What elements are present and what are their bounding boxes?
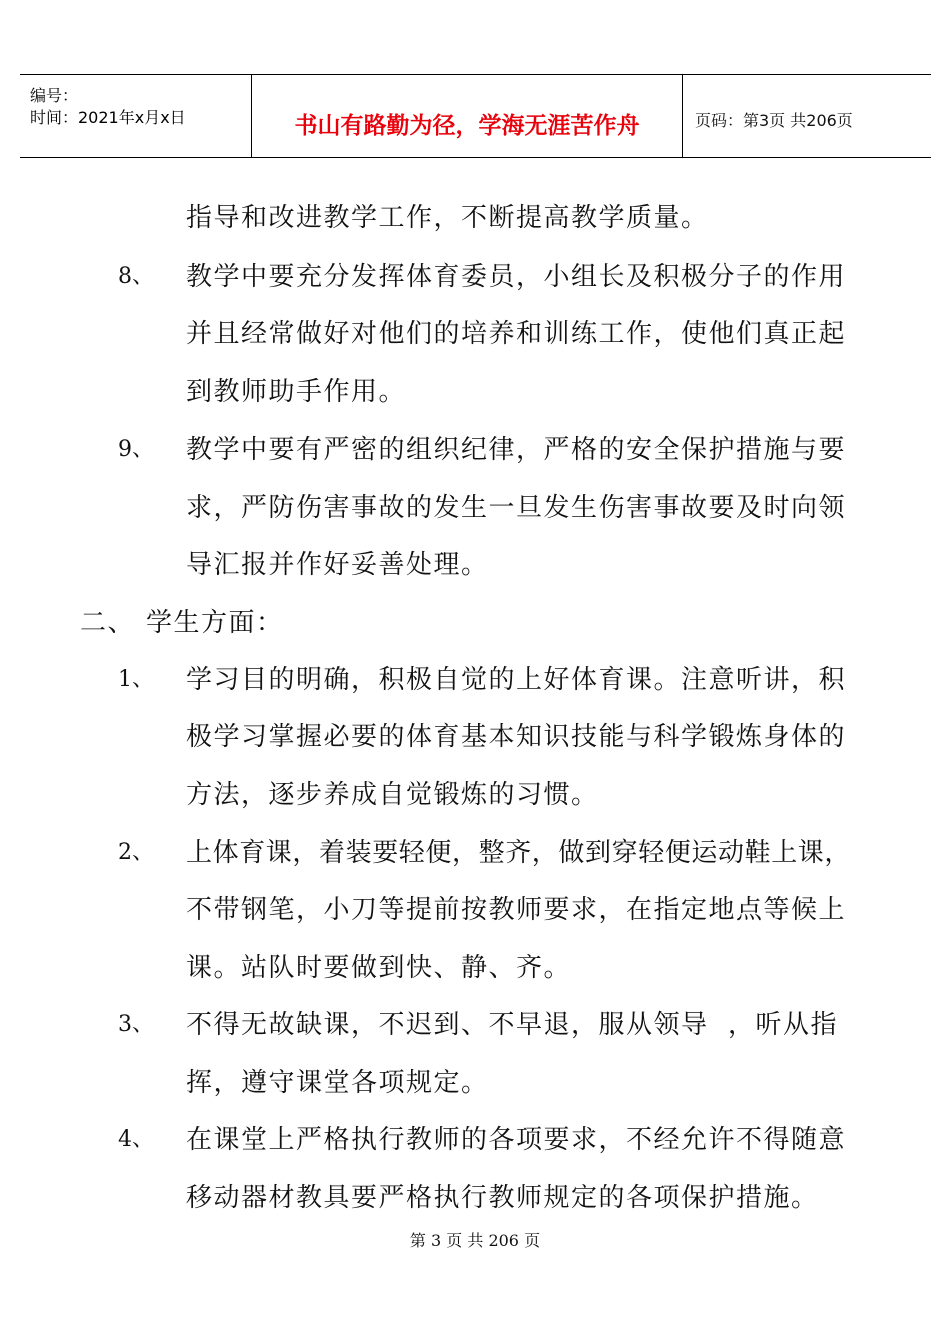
paragraph-line: 教学中要充分发挥体育委员，小组长及积极分子的作用 — [186, 262, 847, 292]
paragraph-line: 在课堂上严格执行教师的各项要求，不经允许不得随意 — [186, 1125, 847, 1155]
item-number: 1、 — [118, 667, 154, 692]
paragraph-line: 指导和改进教学工作，不断提高教学质量。 — [186, 203, 709, 233]
item-number: 4、 — [118, 1127, 154, 1152]
paragraph-line: 上体育课，着装要轻便，整齐，做到穿轻便运动鞋上课， — [186, 838, 852, 868]
section-title: 学生方面： — [146, 608, 284, 638]
item-number: 8、 — [118, 264, 154, 289]
section-number: 二、 — [80, 608, 136, 638]
paragraph-line: 不得无故缺课，不迟到、不早退，服从领导 ，听从指 — [186, 1010, 839, 1040]
paragraph-line: 学习目的明确，积极自觉的上好体育课。注意听讲，积 — [186, 665, 847, 695]
item-number: 3、 — [118, 1012, 154, 1037]
header-meta-cell — [20, 75, 252, 157]
paragraph-line: 到教师助手作用。 — [186, 377, 407, 407]
paragraph-line: 极学习掌握必要的体育基本知识技能与科学锻炼身体的 — [186, 722, 847, 752]
paragraph-line: 教学中要有严密的组织纪律，严格的安全保护措施与要 — [186, 435, 847, 465]
page-footer: 第 3 页 共 206 页 — [409, 1231, 541, 1250]
header-page-code: 页码：第3页 共206页 — [695, 111, 853, 130]
header-motto: 书山有路勤为径，学海无涯苦作舟 — [294, 113, 640, 139]
paragraph-line: 移动器材教具要严格执行教师规定的各项保护措施。 — [186, 1183, 819, 1213]
document-time-label: 时间：2021年x月x日 — [30, 108, 186, 127]
item-number: 2、 — [118, 840, 154, 865]
page-header — [20, 74, 931, 158]
paragraph-line: 求，严防伤害事故的发生一旦发生伤害事故要及时向领 — [186, 493, 847, 523]
paragraph-line: 挥，遵守课堂各项规定。 — [186, 1068, 489, 1098]
paragraph-line: 课。站队时要做到快、静、齐。 — [186, 953, 572, 983]
paragraph-line: 并且经常做好对他们的培养和训练工作，使他们真正起 — [186, 319, 847, 349]
paragraph-line: 不带钢笔，小刀等提前按教师要求，在指定地点等候上 — [186, 895, 847, 925]
paragraph-line: 方法，逐步养成自觉锻炼的习惯。 — [186, 780, 599, 810]
header-motto-cell — [252, 75, 683, 157]
document-number-label: 编号： — [30, 86, 79, 105]
item-number: 9、 — [118, 437, 154, 462]
header-page-cell — [683, 75, 931, 157]
paragraph-line: 导汇报并作好妥善处理。 — [186, 550, 489, 580]
